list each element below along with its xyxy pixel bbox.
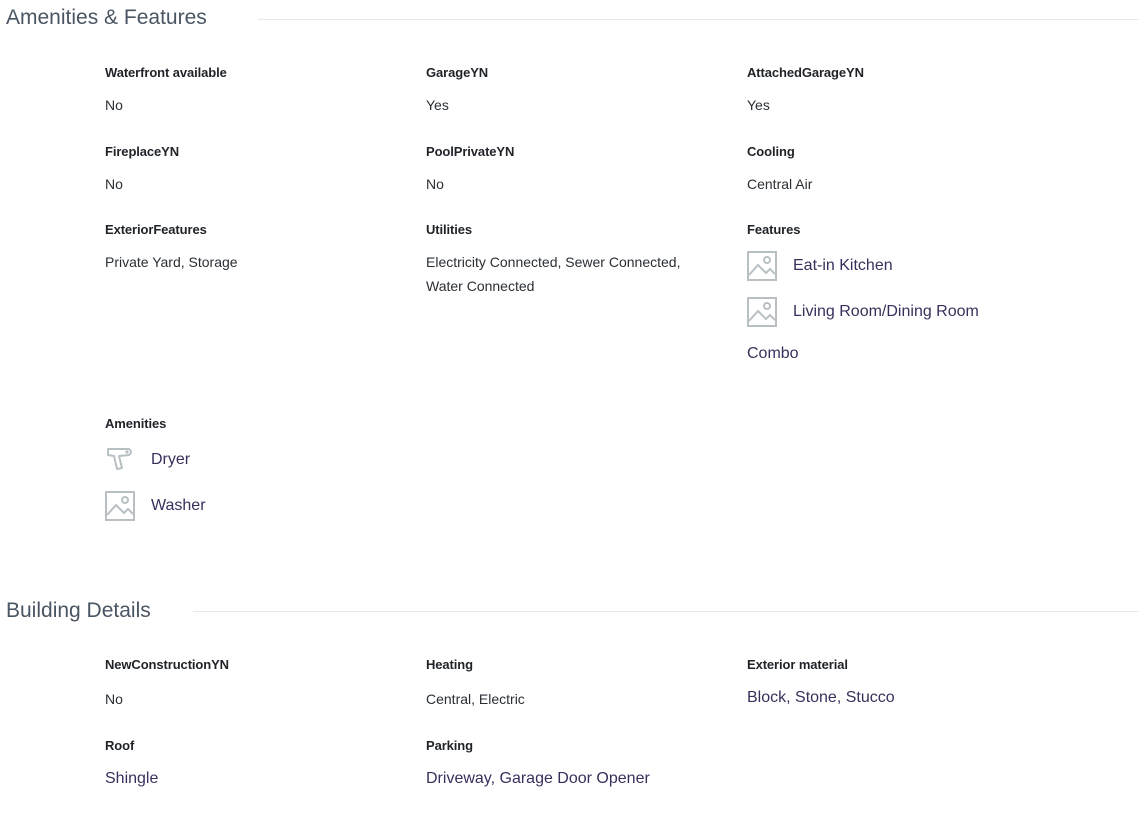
- field-roof: [105, 738, 405, 791]
- utilities-line: Water Connected: [426, 278, 535, 294]
- image-placeholder-icon: [105, 491, 135, 521]
- field-label: NewConstructionYN: [105, 657, 229, 672]
- field-label: GarageYN: [426, 65, 489, 80]
- field-parking: [426, 738, 726, 791]
- field-label: Heating: [426, 657, 473, 672]
- field-value: Private Yard, Storage: [105, 254, 238, 270]
- section-title-building: Building Details: [6, 599, 151, 622]
- field-value: Shingle: [105, 770, 159, 787]
- field-label: PoolPrivateYN: [426, 144, 515, 159]
- field-amenities: [105, 416, 405, 521]
- amenity-item-label: Washer: [151, 497, 206, 514]
- image-placeholder-icon: [747, 297, 777, 327]
- field-label: Features: [747, 222, 801, 237]
- feature-item-overflow: Combo: [747, 345, 799, 362]
- field-exterior-features: [105, 222, 405, 274]
- field-label: FireplaceYN: [105, 144, 180, 159]
- field-heating: [426, 657, 726, 711]
- field-cooling: [747, 144, 1047, 196]
- field-label: Exterior material: [747, 657, 848, 672]
- image-placeholder-icon: [747, 251, 777, 281]
- amenity-item-label: Dryer: [151, 451, 191, 468]
- field-value: Central Air: [747, 176, 813, 192]
- section-title-amenities: Amenities & Features: [6, 6, 207, 29]
- field-attached-garage: [747, 65, 1047, 117]
- field-label: Parking: [426, 738, 473, 753]
- field-new-construction: [105, 657, 405, 711]
- section-divider: [193, 611, 1139, 612]
- feature-item: [747, 251, 1047, 281]
- field-label: Roof: [105, 738, 135, 753]
- feature-item-label: Living Room/Dining Room: [793, 303, 979, 320]
- field-value: No: [105, 97, 123, 113]
- field-value: Yes: [426, 97, 449, 113]
- field-garage: [426, 65, 726, 117]
- amenity-item: [105, 445, 405, 475]
- field-pool: [426, 144, 726, 196]
- section-divider: [258, 19, 1139, 20]
- field-value: No: [426, 176, 444, 192]
- field-label: AttachedGarageYN: [747, 65, 864, 80]
- field-label: Cooling: [747, 144, 795, 159]
- field-label: Utilities: [426, 222, 473, 237]
- feature-item: [747, 297, 1047, 327]
- field-value: Central, Electric: [426, 691, 525, 707]
- field-value: No: [105, 691, 123, 707]
- amenity-item: [105, 491, 405, 521]
- utilities-line: Electricity Connected, Sewer Connected,: [426, 254, 681, 270]
- field-value: No: [105, 176, 123, 192]
- field-exterior-material: [747, 657, 1047, 710]
- feature-item-label: Eat-in Kitchen: [793, 257, 893, 274]
- field-value: Driveway, Garage Door Opener: [426, 770, 650, 787]
- field-value: Block, Stone, Stucco: [747, 689, 895, 706]
- field-value: [426, 250, 726, 298]
- hair-dryer-icon: [105, 445, 135, 475]
- field-label: Amenities: [105, 416, 167, 431]
- field-value: Yes: [747, 97, 770, 113]
- field-features: [747, 222, 1047, 363]
- field-fireplace: [105, 144, 405, 196]
- field-waterfront: [105, 65, 405, 117]
- field-label: Waterfront available: [105, 65, 227, 80]
- field-utilities: [426, 222, 726, 298]
- field-label: ExteriorFeatures: [105, 222, 207, 237]
